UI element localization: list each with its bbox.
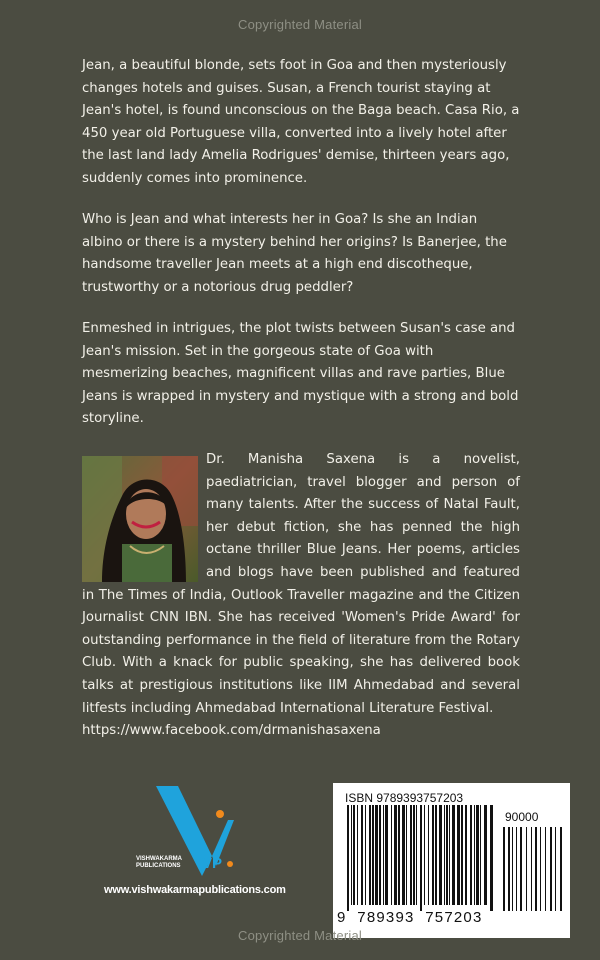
copyright-watermark-top: Copyrighted Material [238, 17, 362, 32]
publisher-website[interactable]: www.vishwakarmapublications.com [104, 884, 286, 896]
synopsis-paragraph-1: Jean, a beautiful blonde, sets foot in Goa and then mysteriously changes hotels and guises. Susan, a French tourist staying at Jean's hotel, is found unconscious on the Baga beach. Casa Rio, a 450 year old Portuguese villa, converted into a lively hotel after the last land lady Amelia Rodrigues' demise, thirteen years ago, suddenly comes into prominence. [82, 58, 520, 186]
author-bio [82, 449, 520, 743]
logo-name-line1: VISHWAKARMA [136, 856, 182, 862]
logo-letters: VP [202, 855, 223, 872]
price-code: 90000 [505, 810, 539, 824]
barcode-digits: 9 789393 757203 [337, 909, 483, 926]
logo-name-line2: PUBLICATIONS [136, 863, 181, 869]
author-bio-text: Dr. Manisha Saxena is a novelist, paediatrician, travel blogger and person of many talents. After the success of Natal Fault, her debut fiction, she has penned the high octane thriller Blue Jeans. Her poems, articles and blogs have been published and featured in The Times of India, Outlook Traveller magazine and the Citizen Journalist CNN IBN. She has received 'Women's Pride Award' for outstanding performance in the field of literature from the Rotary Club. With a knack for public speaking, she has delivered book talks at prestigious institutions like IIM Ahmedabad and several litfests including Ahmedabad International Literature Festival. [82, 452, 520, 716]
author-facebook-link[interactable]: https://www.facebook.com/drmanishasaxena [82, 723, 381, 739]
synopsis-paragraph-2: Who is Jean and what interests her in Goa? Is she an Indian albino or there is a mystery behind her origins? Is Banerjee, the handsome traveller Jean meets at a high end discotheque, trustworthy or a notorious drug peddler? [82, 212, 507, 295]
isbn-label: ISBN 9789393757203 [345, 791, 464, 805]
copyright-watermark-bottom: Copyrighted Material [238, 928, 362, 943]
synopsis-paragraph-3: Enmeshed in intrigues, the plot twists between Susan's case and Jean's mission. Set in the gorgeous state of Goa with mesmerizing beaches, magnificent villas and rave parties, Blue Jeans is wrapped in mystery and mystique with a strong and bold storyline. [82, 321, 519, 427]
isbn-barcode [333, 783, 570, 938]
